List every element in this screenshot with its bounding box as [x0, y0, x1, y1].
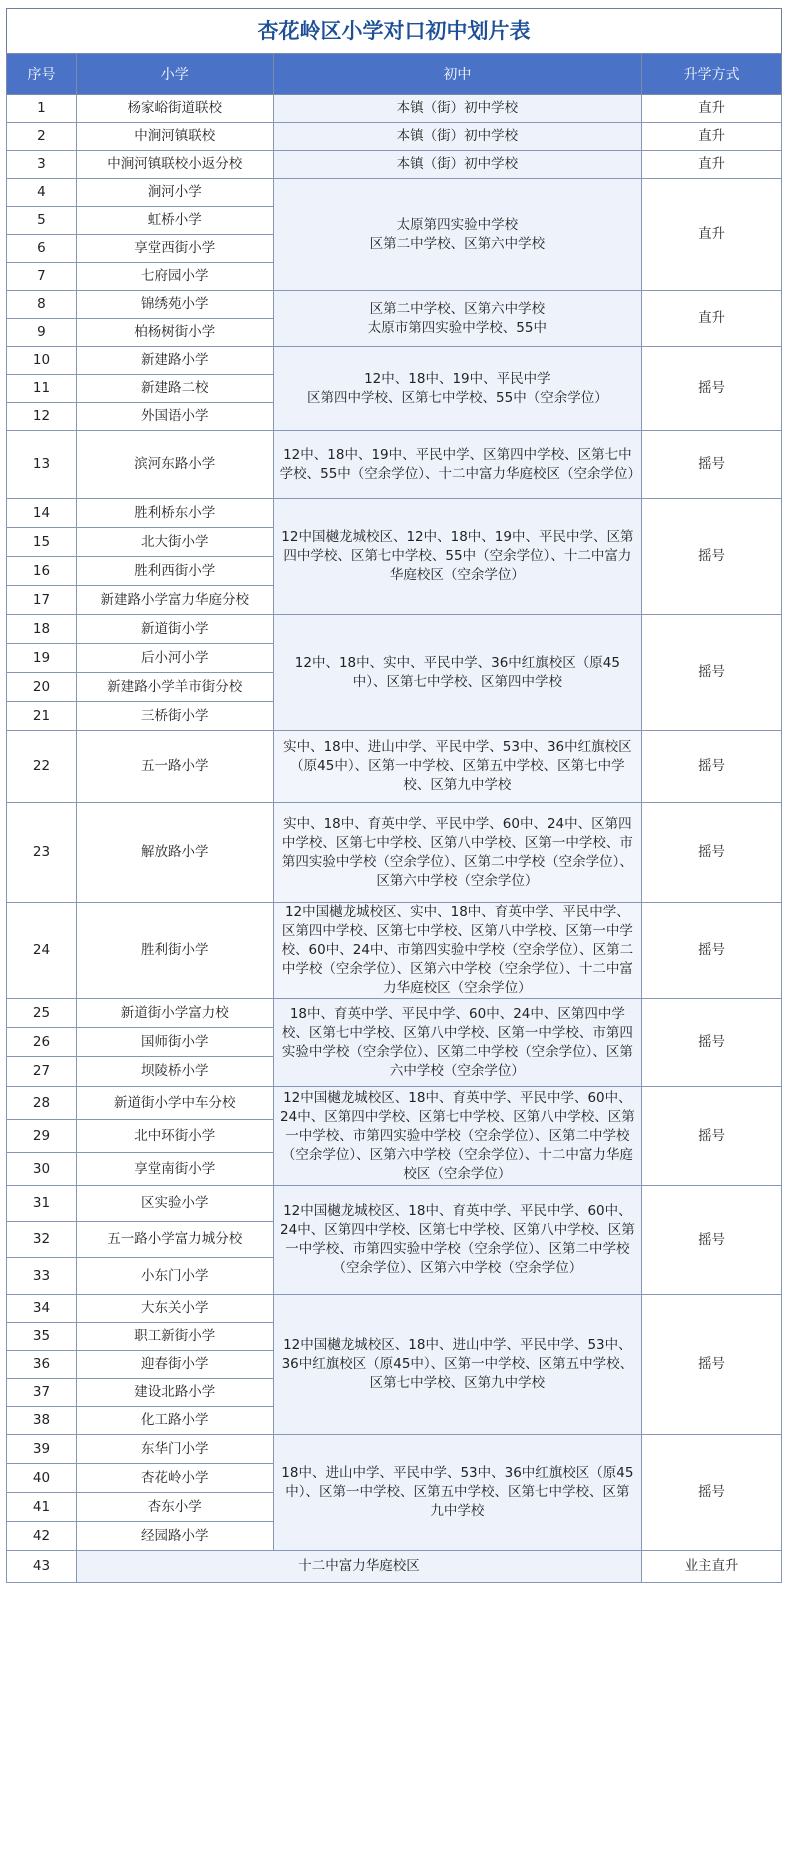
primary-school-name: 经园路小学 [76, 1522, 273, 1551]
primary-school-name: 外国语小学 [76, 403, 273, 431]
primary-school-name: 新建路小学羊市街分校 [76, 673, 273, 702]
admission-method: 摇号 [642, 1295, 782, 1435]
row-number: 18 [7, 615, 77, 644]
primary-school-name: 享堂西街小学 [76, 235, 273, 263]
row-number: 26 [7, 1028, 77, 1057]
admission-method: 直升 [642, 151, 782, 179]
middle-school-assignment: 12中、18中、19中、平民中学 区第四中学校、区第七中学校、55中（空余学位） [273, 347, 642, 431]
row-number: 24 [7, 903, 77, 999]
table-row [7, 903, 782, 999]
table-row [7, 151, 782, 179]
row-number: 21 [7, 702, 77, 731]
primary-school-name: 建设北路小学 [76, 1379, 273, 1407]
primary-school-name: 区实验小学 [76, 1186, 273, 1222]
table-row [7, 1435, 782, 1464]
middle-school-assignment: 12中国樾龙城校区、18中、育英中学、平民中学、60中、24中、区第四中学校、区第七中学校、区第八中学校、区第一中学校、市第四实验中学校（空余学位）、区第二中学校（空余学位）、区第六中学校（空余学位）、十二中富力华庭校区（空余学位） [273, 1087, 642, 1186]
zoning-table-sheet [6, 8, 782, 1583]
table-row [7, 95, 782, 123]
row-number: 14 [7, 499, 77, 528]
row-number: 12 [7, 403, 77, 431]
row-number: 41 [7, 1493, 77, 1522]
primary-school-name: 新道街小学 [76, 615, 273, 644]
middle-school-assignment: 太原第四实验中学校 区第二中学校、区第六中学校 [273, 179, 642, 291]
row-number: 11 [7, 375, 77, 403]
primary-school-name: 解放路小学 [76, 803, 273, 903]
primary-school-name: 虹桥小学 [76, 207, 273, 235]
row-number: 33 [7, 1258, 77, 1295]
row-number: 19 [7, 644, 77, 673]
row-number: 42 [7, 1522, 77, 1551]
row-number: 38 [7, 1407, 77, 1435]
row-number: 34 [7, 1295, 77, 1323]
table-header-row [7, 54, 782, 95]
table-row [7, 179, 782, 207]
row-number: 27 [7, 1057, 77, 1087]
row-number: 9 [7, 319, 77, 347]
page-title: 杏花岭区小学对口初中划片表 [6, 8, 782, 53]
primary-school-name: 迎春街小学 [76, 1351, 273, 1379]
middle-school-assignment: 实中、18中、育英中学、平民中学、60中、24中、区第四中学校、区第七中学校、区第八中学校、区第一中学校、市第四实验中学校（空余学位）、区第二中学校（空余学位）、区第六中学校（空余学位） [273, 803, 642, 903]
middle-school-assignment: 本镇（街）初中学校 [273, 123, 642, 151]
admission-method: 摇号 [642, 999, 782, 1087]
row-number: 43 [7, 1551, 77, 1583]
primary-school-name: 中涧河镇联校小返分校 [76, 151, 273, 179]
row-number: 23 [7, 803, 77, 903]
primary-school-name: 北中环街小学 [76, 1120, 273, 1153]
primary-school-name: 三桥街小学 [76, 702, 273, 731]
primary-school-name: 锦绣苑小学 [76, 291, 273, 319]
primary-school-name: 杏东小学 [76, 1493, 273, 1522]
row-number: 32 [7, 1222, 77, 1258]
middle-school-assignment: 本镇（街）初中学校 [273, 151, 642, 179]
admission-method: 直升 [642, 95, 782, 123]
table-row [7, 291, 782, 319]
table-row [7, 347, 782, 375]
middle-school-assignment: 12中国樾龙城校区、18中、育英中学、平民中学、60中、24中、区第四中学校、区第七中学校、区第八中学校、区第一中学校、市第四实验中学校（空余学位）、区第二中学校（空余学位）、区第六中学校（空余学位） [273, 1186, 642, 1295]
table-row [7, 731, 782, 803]
primary-school-name: 五一路小学 [76, 731, 273, 803]
row-number: 5 [7, 207, 77, 235]
admission-method: 摇号 [642, 499, 782, 615]
primary-school-name: 国师街小学 [76, 1028, 273, 1057]
header-no: 序号 [7, 54, 77, 95]
admission-method: 摇号 [642, 347, 782, 431]
middle-school-assignment: 12中、18中、实中、平民中学、36中红旗校区（原45中）、区第七中学校、区第四中学校 [273, 615, 642, 731]
table-row [7, 1295, 782, 1323]
table-row [7, 1186, 782, 1222]
primary-school-name: 职工新街小学 [76, 1323, 273, 1351]
primary-school-name: 小东门小学 [76, 1258, 273, 1295]
admission-method: 摇号 [642, 1435, 782, 1551]
table-row [7, 1551, 782, 1583]
primary-school-name: 享堂南街小学 [76, 1153, 273, 1186]
primary-school-name: 胜利西街小学 [76, 557, 273, 586]
primary-school-name: 七府园小学 [76, 263, 273, 291]
table-body [7, 95, 782, 1583]
row-number: 28 [7, 1087, 77, 1120]
row-number: 29 [7, 1120, 77, 1153]
middle-school-assignment: 12中国樾龙城校区、实中、18中、育英中学、平民中学、区第四中学校、区第七中学校、区第八中学校、区第一中学校、60中、24中、市第四实验中学校（空余学位）、区第二中学校（空余学位）、区第六中学校（空余学位）、十二中富力华庭校区（空余学位） [273, 903, 642, 999]
middle-school-assignment: 18中、进山中学、平民中学、53中、36中红旗校区（原45中）、区第一中学校、区第五中学校、区第七中学校、区第九中学校 [273, 1435, 642, 1551]
primary-school-name: 胜利桥东小学 [76, 499, 273, 528]
middle-school-assignment: 实中、18中、进山中学、平民中学、53中、36中红旗校区（原45中）、区第一中学校、区第五中学校、区第七中学校、区第九中学校 [273, 731, 642, 803]
row-number: 20 [7, 673, 77, 702]
table-row [7, 123, 782, 151]
primary-school-name: 柏杨树街小学 [76, 319, 273, 347]
primary-school-name: 五一路小学富力城分校 [76, 1222, 273, 1258]
row-number: 35 [7, 1323, 77, 1351]
primary-school-name: 后小河小学 [76, 644, 273, 673]
admission-method: 直升 [642, 123, 782, 151]
middle-school-assignment: 本镇（街）初中学校 [273, 95, 642, 123]
primary-school-name: 新建路小学富力华庭分校 [76, 586, 273, 615]
primary-school-name: 杏花岭小学 [76, 1464, 273, 1493]
header-method: 升学方式 [642, 54, 782, 95]
row-number: 40 [7, 1464, 77, 1493]
row-number: 16 [7, 557, 77, 586]
primary-school-name: 新道街小学富力校 [76, 999, 273, 1028]
row-number: 30 [7, 1153, 77, 1186]
middle-school-assignment: 12中国樾龙城校区、12中、18中、19中、平民中学、区第四中学校、区第七中学校、55中（空余学位）、十二中富力华庭校区（空余学位） [273, 499, 642, 615]
row-number: 3 [7, 151, 77, 179]
primary-school-name: 新建路小学 [76, 347, 273, 375]
admission-method: 摇号 [642, 1186, 782, 1295]
admission-method: 摇号 [642, 803, 782, 903]
primary-school-name: 杨家峪街道联校 [76, 95, 273, 123]
table-row [7, 431, 782, 499]
admission-method: 直升 [642, 179, 782, 291]
primary-school-name: 化工路小学 [76, 1407, 273, 1435]
row-number: 15 [7, 528, 77, 557]
row-number: 7 [7, 263, 77, 291]
middle-school-assignment: 区第二中学校、区第六中学校 太原市第四实验中学校、55中 [273, 291, 642, 347]
table-row [7, 499, 782, 528]
row-number: 1 [7, 95, 77, 123]
row-number: 4 [7, 179, 77, 207]
admission-method: 摇号 [642, 903, 782, 999]
primary-school-name: 十二中富力华庭校区 [76, 1551, 641, 1583]
admission-method: 摇号 [642, 1087, 782, 1186]
primary-school-name: 涧河小学 [76, 179, 273, 207]
primary-school-name: 新道街小学中车分校 [76, 1087, 273, 1120]
zoning-table [6, 53, 782, 1583]
row-number: 17 [7, 586, 77, 615]
middle-school-assignment: 12中国樾龙城校区、18中、进山中学、平民中学、53中、36中红旗校区（原45中）、区第一中学校、区第五中学校、区第七中学校、区第九中学校 [273, 1295, 642, 1435]
row-number: 22 [7, 731, 77, 803]
header-middle: 初中 [273, 54, 642, 95]
row-number: 31 [7, 1186, 77, 1222]
admission-method: 摇号 [642, 615, 782, 731]
primary-school-name: 滨河东路小学 [76, 431, 273, 499]
row-number: 36 [7, 1351, 77, 1379]
row-number: 2 [7, 123, 77, 151]
row-number: 10 [7, 347, 77, 375]
row-number: 6 [7, 235, 77, 263]
row-number: 25 [7, 999, 77, 1028]
row-number: 13 [7, 431, 77, 499]
table-row [7, 803, 782, 903]
primary-school-name: 东华门小学 [76, 1435, 273, 1464]
row-number: 37 [7, 1379, 77, 1407]
table-row [7, 999, 782, 1028]
table-row [7, 1087, 782, 1120]
admission-method: 摇号 [642, 431, 782, 499]
middle-school-assignment: 12中、18中、19中、平民中学、区第四中学校、区第七中学校、55中（空余学位）、十二中富力华庭校区（空余学位） [273, 431, 642, 499]
middle-school-assignment: 18中、育英中学、平民中学、60中、24中、区第四中学校、区第七中学校、区第八中学校、区第一中学校、市第四实验中学校（空余学位）、区第二中学校（空余学位）、区第六中学校（空余学位） [273, 999, 642, 1087]
row-number: 39 [7, 1435, 77, 1464]
row-number: 8 [7, 291, 77, 319]
primary-school-name: 中涧河镇联校 [76, 123, 273, 151]
primary-school-name: 坝陵桥小学 [76, 1057, 273, 1087]
table-row [7, 615, 782, 644]
header-school: 小学 [76, 54, 273, 95]
admission-method: 摇号 [642, 731, 782, 803]
primary-school-name: 北大街小学 [76, 528, 273, 557]
primary-school-name: 新建路二校 [76, 375, 273, 403]
primary-school-name: 胜利街小学 [76, 903, 273, 999]
admission-method: 业主直升 [642, 1551, 782, 1583]
admission-method: 直升 [642, 291, 782, 347]
primary-school-name: 大东关小学 [76, 1295, 273, 1323]
